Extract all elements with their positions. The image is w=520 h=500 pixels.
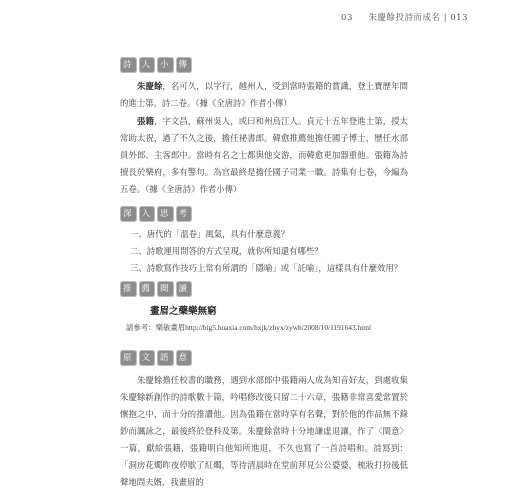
recommended-title: 畫眉之藥樂無窮 [150, 306, 217, 317]
question-item: 三、詩歌寫作技巧上常有所謂的「隱喻」或「託喻」，這樣具有什麼效用？ [130, 263, 403, 273]
section-tag-char: 語 [157, 350, 174, 366]
section-tag-char: 人 [139, 57, 156, 73]
section-tag-char: 入 [139, 206, 156, 222]
section-tag-deep-thinking [120, 206, 194, 222]
section-tag-recommended-reading [120, 281, 194, 297]
biography-zhang [120, 113, 408, 198]
page-number: 013 [450, 13, 468, 23]
question-list [130, 226, 420, 277]
original-meaning-body: 朱慶餘擔任校書的職務，遇到水部郎中張籍兩人成為知音好友，到處收集朱慶餘新創作的詩歌數十篇，吟唱修改後只留二十六章，張籍非常喜愛常置於懷抱之中，而十分的推讚他。因為張籍在當時享有名聲，對於他的作品無不錄鈔而諷詠之，最後終於登科及第。朱慶餘當時十分地謙虛退讓，作了〈閨意〉一篇，獻給張籍，張籍明白他知所進退，不久也寫了一首詩唱和。詩寫到：「洞房花燭昨夜停歇了紅燭，等待清晨時在堂前拜見公公婆婆，梳妝打扮後低聲地問夫婿，我畫眉的 [120, 375, 408, 487]
running-header [341, 11, 468, 23]
section-tag-char: 原 [120, 350, 137, 366]
section-tag-char: 傳 [176, 57, 193, 73]
reference-link[interactable]: http://big5.huaxia.com/hxjk/zhyx/zywh/2008/10/1191643.html [185, 323, 372, 332]
section-tag-char: 意 [176, 350, 193, 366]
original-meaning-text [120, 372, 408, 494]
biography-zhu-text: ，名可久，以字行，越州人，受到當時張籍的賞識，登上寶歷年間的進士第。詩二卷。（據《全唐詩》作者小傳） [120, 81, 409, 108]
section-tag-char: 思 [157, 206, 174, 222]
section-tag-char: 詩 [120, 57, 137, 73]
chapter-title: 朱慶餘投詩而成名 [368, 13, 441, 23]
poet-name-zhu: 朱慶餘 [137, 81, 163, 91]
section-tag-char: 薦 [139, 281, 156, 297]
section-tag-char: 考 [176, 206, 193, 222]
section-tag-original-meaning [120, 350, 194, 366]
section-tag-char: 讀 [176, 281, 193, 297]
section-tag-char: 文 [139, 350, 156, 366]
section-tag-char: 推 [120, 281, 137, 297]
biography-zhu [120, 78, 408, 112]
question-item: 一、唐代的「溫卷」風氣，具有什麼意義？ [130, 229, 290, 239]
section-tag-poet-biography [120, 57, 194, 73]
header-spacer [359, 13, 362, 23]
biography-zhang-text: ，字文昌，蘇州吳人，或曰和州烏江人。貞元十五年登進士第，授太常助太祝，過了不久之後，擔任祕書郎。韓愈推薦他擔任國子博士，歷任水部員外郎、主客郎中。當時有名之士都與他交游，而韓愈更加器重他。張籍為詩擅長於樂府，多有警句。為官最終是擔任國子司業一職。詩集有七卷，今編為五卷。（據《全唐詩》作者小傳） [120, 116, 409, 194]
chapter-number: 03 [341, 13, 353, 23]
section-tag-char: 深 [120, 206, 137, 222]
reference-label: 請參考：樂敏畫眉 [126, 323, 186, 332]
recommended-reference [126, 322, 371, 333]
section-tag-char: 閱 [157, 281, 174, 297]
poet-name-zhang: 張籍 [137, 116, 154, 126]
question-item: 二、詩歌運用問答的方式呈現，就你所知還有哪些？ [130, 246, 323, 256]
section-tag-char: 小 [157, 57, 174, 73]
header-divider: | [443, 13, 448, 23]
